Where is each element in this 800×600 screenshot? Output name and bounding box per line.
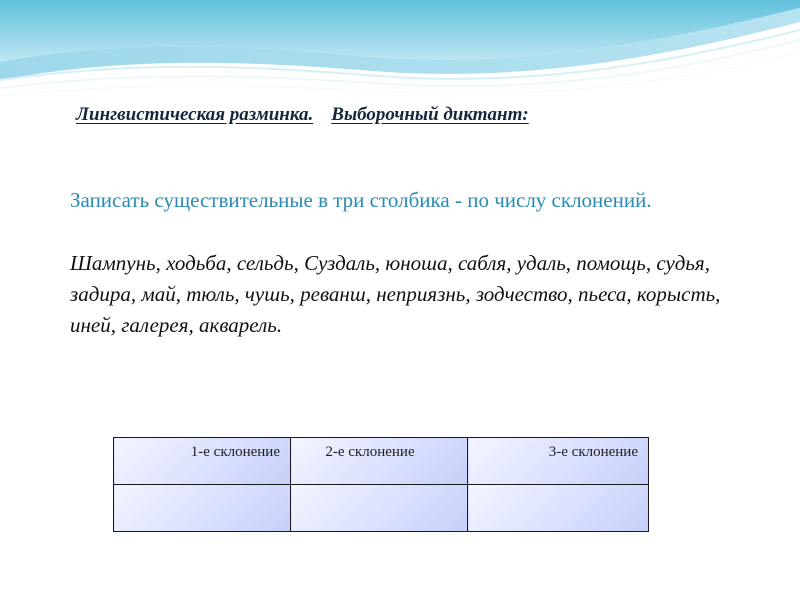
cell-declension-2[interactable] (291, 485, 468, 532)
declension-table (113, 437, 649, 532)
cell-declension-1[interactable] (114, 485, 291, 532)
title-part-dictation: Выборочный диктант: (331, 104, 529, 125)
cell-declension-3[interactable] (468, 485, 649, 532)
table-header-row (114, 438, 649, 485)
title-part-warmup: Лингвистическая разминка. (76, 104, 314, 125)
task-instruction: Записать существительные в три столбика - по числу склонений. (70, 188, 652, 212)
wave-decoration (0, 0, 800, 120)
header-declension-3: 3-е склонение (468, 438, 649, 485)
table-row (114, 485, 649, 532)
header-declension-1: 1-е склонение (114, 438, 291, 485)
header-declension-2: 2-е склонение (291, 438, 468, 485)
word-list: Шампунь, ходьба, сельдь, Суздаль, юноша, сабля, удаль, помощь, судья, задира, май, тюль, чушь, реванш, неприязнь, зодчество, пьеса, корысть, иней, галерея, акварель. (70, 251, 721, 337)
slide-title (76, 104, 756, 126)
